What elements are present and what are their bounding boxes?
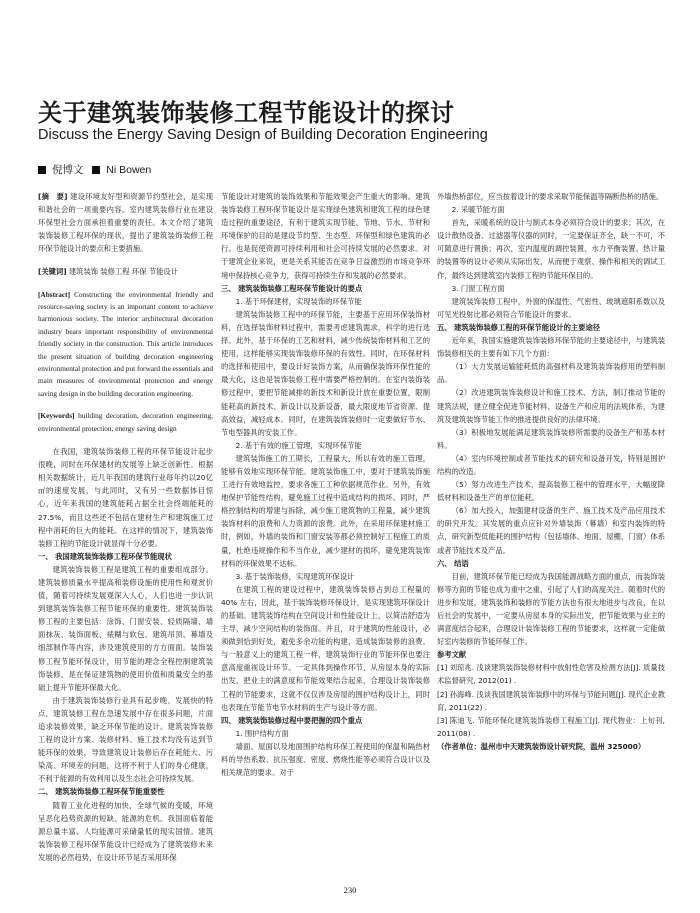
abstract-zh — [38, 190, 213, 255]
keywords-en — [38, 410, 213, 435]
abstract-en-label: [Abstract] — [38, 289, 71, 299]
section-heading: 三、 建筑装饰装修工程环保节能设计的要点 — [221, 283, 363, 293]
abstract-zh-text: 建设环境友好型和资源节约型社会，是实现和谐社会的一项重要内容。室内建筑装修行业在建设环保型社会方面承担着重要的责任。本文介绍了建筑装饰装修工程环保的现状，提出了建筑装饰装修工程环保节能设计的要点和主要措施。 — [38, 192, 213, 254]
body-paragraph: （2）改进建筑装饰装修设计和施工技术、方法，制订推动节能的建筑法规，建立健全促进节能材料、设备生产和应用的法规体系，为建筑及建筑装饰节能工作的推进提供良好的法律环境。 — [437, 388, 665, 424]
reference-list — [437, 661, 665, 740]
body-paragraph: 墙面、屋面以及地面围护结构环保工程使用的保温和隔热材料的导热系数、抗压强度、密度、燃烧性能等必须符合设计以及相关规范的要求。对于 — [221, 741, 430, 778]
body-paragraph: 节能设计对建筑的装饰效果和节能效果会产生重大的影响。建筑装饰装修工程环保节能设计是实现绿色建筑和建筑工程的绿色建造过程的重要途径，有利于建筑实现节能、节地、节水、节材和环境保护的目的是建设节约型、生态型、环保型和绿色建筑的必行。也是促使资源可持续利用和社会可持续发展的必然要求。对于建筑企业来说，更是关系其能否在竞争日益激烈的市场竞争环境中保持核心竞争力，获得可持续生存和发展的必然要求。 — [221, 192, 430, 280]
reference-item: [2] 孙海峰. 浅谈我国建筑装饰装修中的环保与节能问题[J]. 现代企业教育, 2011(22) . — [437, 689, 665, 712]
keywords-en-text: building decoration, decoration engineering, environmental protection, energy saving design — [38, 411, 213, 433]
body-paragraph: 目前，建筑环保节能已经成为我国能源战略方面的重点，而装饰装修等方面的节能也成为重中之重，引起了人们的高度关注。随着时代的进步和发展，建筑装饰和装修的节能方法也有很大地进步与改良，在以后社会的发展中，一定要从房屋本身的实际出发，把节能效果与业主的满意度结合起来，合理设计装饰装修工程的节能要求，这样就一定能做好室内装修的节能环保工作。 — [437, 571, 665, 647]
body-paragraph: （6）加大投入，加强建材设备的生产、施工技术及产品应用技术的研究开发。其发展的重点应针对外墙装饰（幕墙）和室内装饰的特点，研究新型低能耗的围护结构（包括墙体、地面、屋棚、门窗）体系或者节能技术及产品。 — [437, 506, 665, 555]
body-paragraph: 首先，采暖系统的设计与制式本身必须符合设计的要求；其次，在设计散热设备、过滤器等仪器的同时，一定要保证齐全，缺一不可，不可随意进行置换；再次，室内温度的调控装置、水力平衡装置、热计量的装置等的设计必须从实际出发，从而便于观察、操作和相关的调试工作，最终达到建筑室内装修工程的节能环保目的。 — [437, 218, 665, 280]
section-heading: 四、 建筑装饰装修过程中要把握的四个重点 — [221, 715, 363, 725]
keywords-en-label: [Keywords] — [38, 411, 75, 421]
page-number: 230 — [343, 885, 357, 895]
column-2-body — [221, 190, 430, 779]
column-1-body — [38, 445, 213, 864]
author-name-en: Ni Bowen — [106, 164, 152, 176]
body-paragraph: 建筑装饰装修工程是建筑工程的重要组成部分。建筑装修质量水平提高和装修设施的使用性和观赏价值，随着可持续发展观深入人心，人们也进一步认识到建筑装饰装修工程节能环保的重要性。建筑装饰装修工程的主要包括：涂饰、门窗安装、轻质隔墙、墙面抹灰、装饰面板、裱糊与软包、建筑吊顶、幕墙及细部制作等内容，涉及建筑使用的方方面面。装饰装修工程节能环保设计，用节能的理念全程控制建筑装饰装修，是在保证建筑物的使用价值和质量安全的基础上提升节能环保最大化。 — [38, 564, 213, 692]
abstract-zh-label: [摘 要] — [38, 192, 68, 201]
body-paragraph: （4）室内环境控制或者节能技术的研究和设备开发，特别是围护结构的改造。 — [437, 453, 665, 476]
paper-title-zh: 关于建筑装饰装修工程节能设计的探讨 — [38, 99, 455, 127]
body-paragraph: 建筑装饰施工的工期长，工程量大，所以有效的施工管理，能够有效地实现环保节能。建筑装饰施工中，要对于建筑装饰施工进行有效地监控，要求各施工工种依据规范作业。另外，有效地保护节能性结构，避免施工过程中造成结构的损坏。同时，严格控制结构的增建与拆除，减少施工建筑物的工程量，减少建筑装饰材料的浪费和人力资源的浪费。此外，在采用环保建材施工时，例如，外墙的装饰和门窗安装等都必须控制好工程施工的质量，杜绝违规操作和不当作业，减少建材的损坏，避免建筑装饰材料的环保效果不达标。 — [221, 453, 430, 568]
body-paragraph: 1. 基于环保建材，实现装饰的环保节能 — [235, 296, 362, 306]
body-paragraph: 2. 采暖节能方面 — [451, 205, 505, 215]
body-paragraph: 2. 基于有效的施工管理，实现环保节能 — [235, 440, 362, 450]
keywords-zh-label: [关键词] — [38, 267, 67, 277]
author-line — [38, 162, 151, 177]
author-name-zh: 倪博文 — [52, 164, 84, 176]
paper-title-en: Discuss the Energy Saving Design of Building Decoration Engineering — [38, 127, 488, 143]
author-bullet-icon — [38, 166, 46, 174]
body-paragraph: 建筑装饰装修工程中的环保节能，主要基于应用环保装饰材料，在选择装饰材料过程中，需要考虑建筑需求，科学的进行选择。此外，基于环保的工艺和材料，减少传统装饰材料和工艺的使用，这样能够实现装饰装修环保的有效性。同时，在环保材料的选择和使用中，要设计好装饰方案，从而确保装饰环保性能的最大化，这也是装饰装修工程中需要严格控制的。在室内装饰装修过程中，要把节能减排的新技术和新设计放在重要位置，限制能耗高的新技术、新设计以及新设备，最大限度地节省资源、提高效益，减轻成本。同时，在建筑装饰装修时一定要做好节水、节电型器具的安装工作。 — [221, 309, 430, 437]
author-bullet-icon — [92, 166, 100, 174]
body-paragraph: 3. 门窗工程方面 — [451, 283, 505, 293]
keywords-zh — [38, 265, 213, 278]
text-column-3 — [437, 190, 665, 890]
section-heading: 六、 结语 — [437, 558, 469, 568]
abstract-en — [38, 289, 213, 401]
body-paragraph: 在建筑工程的建设过程中，建筑装饰装修占到总工程量的 40% 左右，因此，基于装饰装修环保设计，是实现建筑环保设计的基础。建筑装饰结构在空间设计和性能设计上，以简洁舒适为主导，减少空间结构的装饰面。并且，对于建筑的性能设计，必须做到恰到好处，避免多余功能的构建，造成装饰装修的浪费。与一般意义上的建筑工程一样，建筑装饰行业的节能环保也要注意高度重视设计环节。一定具体到操作环节，从房屋本身的实际出发，把业主的满意度和节能效果结合起来，合理设计装饰装修工程的节能要求，这就不仅仅涉及房屋的围护结构设计上，同时也表现在节能节电节水材料的生产与设计等方面。 — [221, 584, 430, 712]
reference-item: [1] 刘琼兆. 浅谈建筑装饰装修材料中放射性危害及检测方法[J]. 质量技术监督研究, 2012(01) . — [437, 663, 665, 686]
section-heading: 参考文献 — [437, 650, 467, 660]
body-paragraph: 在我国，建筑装饰装修工程的环保节能设计起步很晚，同时在环保建材的发展等上缺乏创新性。根据相关数据统计，近几年我国的建筑行业每年约以20亿㎡的速度发展，与此同时，又有另一些数据体目惊心，近年来我国的建筑能耗占据全社会终端能耗的 27.5%，而且这些还不包括在建材生产和建筑施工过程中消耗的巨大的能耗。在这样的情况下，建筑装饰装修工程的节能设计就显得十分必要。 — [38, 447, 213, 548]
body-paragraph: 由于建筑装饰装修行业具有起步晚、发展快的特点，建筑装修工程在急速发展中存在很多问题，片面追求装修效果，缺乏环保节能的设计。建筑装饰装修工程的设计方案、装修材料、施工技术均没有达到节能环保的效果，导致建筑设计装修后存在耗能大、污染高、环境差的问题，这将不利于人们的身心健康，不利于能源的有效利用以及生态社会可持续发展。 — [38, 695, 213, 784]
text-column-2 — [221, 190, 430, 890]
body-paragraph: 随着工业化进程的加快，全球气候的变暖，环境呈恶化趋势资源的短缺、能源的危机。我国面临着能源总量丰富、人均能源可采储量低的现实国情。建筑装饰装修工程环保节能设计已经成为了建筑装修未来发展的必然趋势，在设计环节是否采用环保 — [38, 800, 213, 862]
body-paragraph: （3）积极地发展能满足建筑装饰装修所需要的设备生产和基本材料。 — [437, 427, 665, 450]
keywords-zh-text: 建筑装饰 装修工程 环保 节能设计 — [66, 267, 178, 277]
section-heading: 一、 我国建筑装饰装修工程环保节能现状 — [38, 551, 172, 561]
body-paragraph: 近年来，我国实施建筑装饰装修环保节能的主要途径中，与建筑装饰装修相关的主要有如下几个方面： — [437, 336, 665, 359]
body-paragraph: 建筑装饰装修工程中，外窗的保温性、气密性、玻璃遮阳系数以及可见光投射比都必须符合节能设计的要求。 — [437, 296, 665, 319]
body-paragraph: 3. 基于装饰装修，实现建筑环保设计 — [235, 571, 355, 581]
text-column-1 — [38, 190, 213, 890]
section-heading: 五、 建筑装饰装修工程的环保节能设计的主要途径 — [437, 322, 601, 332]
section-heading: 二、 建筑装饰装修工程环保节能重要性 — [38, 787, 165, 797]
body-paragraph: 外墙热桥部位，应当按着设计的要求采取节能保温等隔断热桥的措施。 — [437, 192, 664, 201]
reference-item: [3] 陈迪飞. 节能环保化建筑装饰装修工程施工[J]. 现代物业：上旬刊, 2011(08) . — [437, 715, 665, 738]
abstract-en-text: Constructing the environmental friendly and resource-saving society is an important content to achieve harmonious society. The interior architectural decoration industry bears important responsibility of environmental friendly society in the construction. This article introduces the present situation of building decoration engineering environmental protection and put forward the essentials and main measures of environmental protection and energy saving design in the building decoration engineering. — [38, 289, 213, 398]
author-affiliation: （作者单位：温州市中天建筑装饰设计研究院，温州 325000） — [437, 741, 646, 751]
body-paragraph: （5）努力改进生产技术，提高装修工程中的管理水平，大幅度降低材料和设备生产的单位能耗。 — [437, 480, 665, 503]
body-paragraph: （1）大力发展运输能耗低的高强材料及建筑装饰装修用的塑料制品。 — [437, 362, 665, 385]
body-paragraph: 1. 围护结构方面 — [235, 728, 289, 738]
column-3-body — [437, 190, 665, 661]
